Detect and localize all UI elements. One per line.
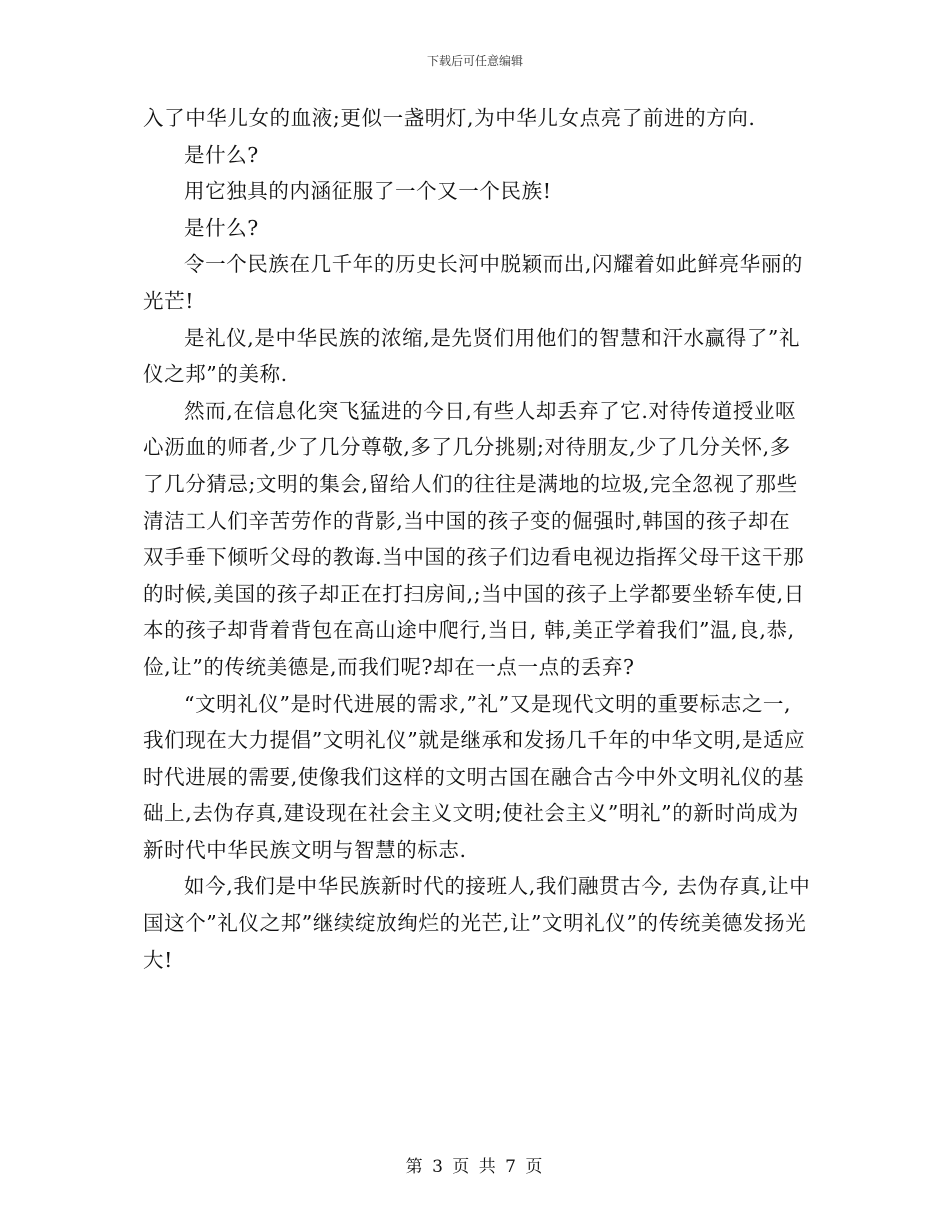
- paragraph-6: 是礼仪,是中华民族的浓缩,是先贤们用他们的智慧和汗水赢得了”礼仪之邦”的美称.: [143, 325, 801, 387]
- paragraph-4: 是什么?: [184, 215, 259, 240]
- paragraph-7: 然而,在信息化突飞猛进的今日,有些人却丢弃了它.对待传道授业呕心沥血的师者,少了几分尊敬,多了几分挑剔;对待朋友,少了几分关怀,多了几分猜忌;文明的集会,留给人们的往往是满地的垃圾,完全忽视了那些清洁工人们辛苦劳作的背影,当中国的孩子变的倔强时,韩国的孩子却在双手垂下倾听父母的教诲.当中国的孩子们边看电视边指挥父母干这干那的时候,美国的孩子却正在打扫房间,;当中国的孩子上学都要坐轿车使,日本的孩子却背着背包在高山途中爬行,当日, 韩,美正学着我们”温,良,恭,俭,让”的传统美德是,而我们呢?却在一点一点的丢弃?: [143, 398, 805, 679]
- document-body: [143, 100, 811, 978]
- paragraph-5: 令一个民族在几千年的历史长河中脱颖而出,闪耀着如此鲜亮华丽的光芒!: [143, 252, 804, 313]
- paragraph-2: 是什么?: [184, 142, 259, 167]
- page-footer: 第 3 页 共 7 页: [405, 1157, 545, 1177]
- paragraph-3: 用它独具的内涵征服了一个又一个民族!: [184, 179, 552, 204]
- paragraph-1: 入了中华儿女的血液;更似一盏明灯,为中华儿女点亮了前进的方向.: [143, 106, 756, 130]
- paragraph-8: “文明礼仪”是时代进展的需求,”礼”又是现代文明的重要标志之一,我们现在大力提倡”文明礼仪”就是继承和发扬几千年的中华文明,是适应时代进展的需要,使像我们这样的文明古国在融合古今中外文明礼仪的基础上,去伪存真,建设现在社会主义文明;使社会主义”明礼”的新时尚成为新时代中华民族文明与智慧的标志.: [143, 691, 806, 862]
- paragraph-9: 如今,我们是中华民族新时代的接班人,我们融贯古今, 去伪存真,让中国这个”礼仪之邦”继续绽放绚烂的光芒,让”文明礼仪”的传统美德发扬光大!: [143, 874, 811, 972]
- page-header: 下载后可任意编辑: [426, 54, 523, 68]
